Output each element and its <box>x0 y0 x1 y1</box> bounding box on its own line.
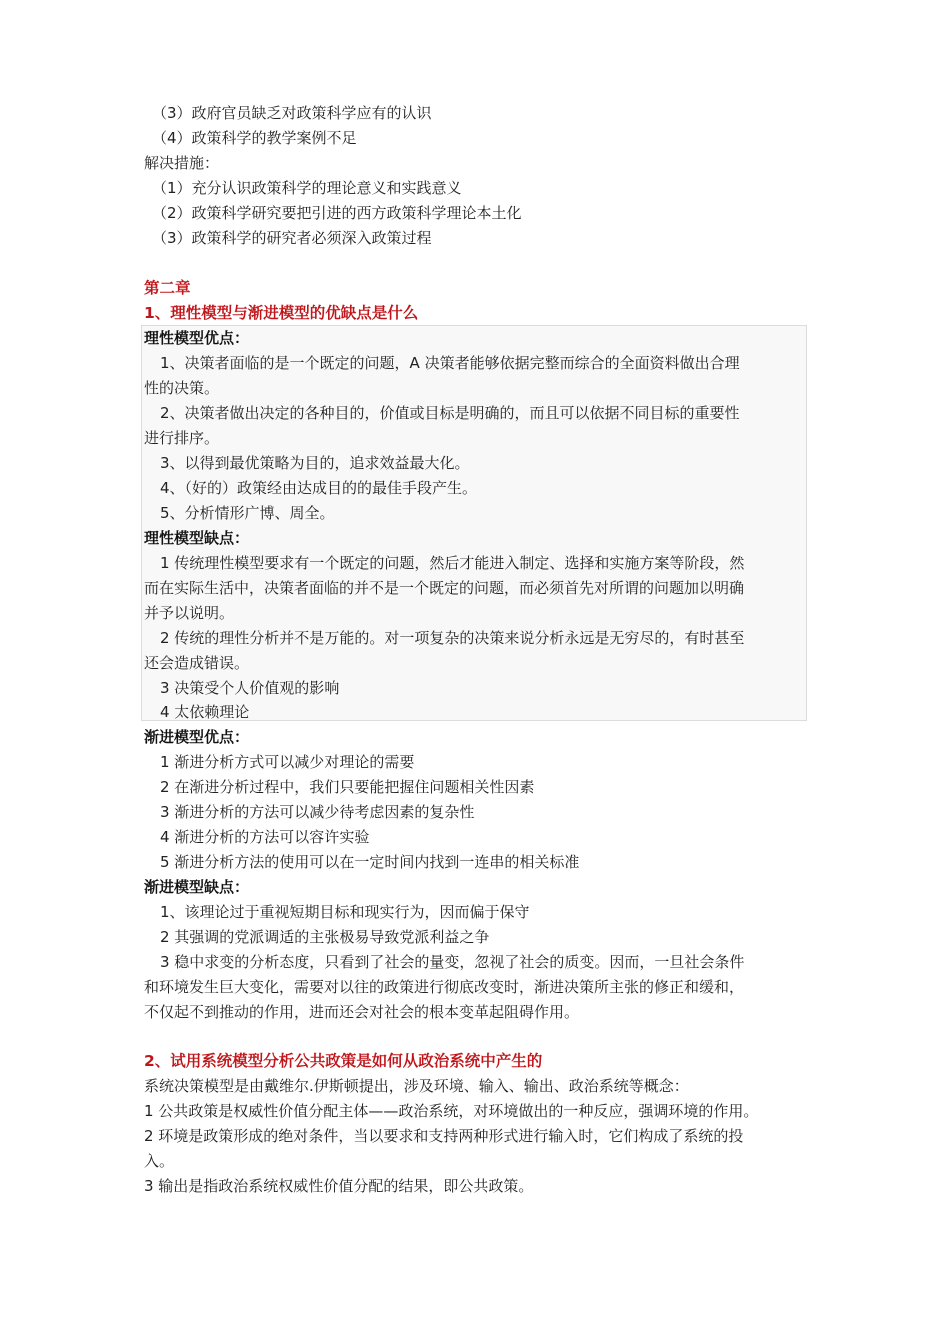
list-item: 2 在渐进分析过程中，我们只要能把握住问题相关性因素 <box>160 778 535 796</box>
list-item: 3 决策受个人价值观的影响 <box>160 679 340 697</box>
rational-pros-label: 理性模型优点： <box>144 329 250 347</box>
list-item: 还会造成错误。 <box>144 654 250 672</box>
rational-cons-label: 理性模型缺点： <box>144 529 250 547</box>
list-item: 3 稳中求变的分析态度，只看到了社会的量变，忽视了社会的质变。因而，一旦社会条件 <box>160 953 745 971</box>
paragraph-line: 3 输出是指政治系统权威性价值分配的结果，即公共政策。 <box>144 1177 534 1195</box>
incremental-pros-label: 渐进模型优点： <box>144 728 250 746</box>
paragraph-line: 入。 <box>144 1152 175 1170</box>
list-item: 性的决策。 <box>144 379 220 397</box>
list-item: 进行排序。 <box>144 429 220 447</box>
list-item: 不仅起不到推动的作用，进而还会对社会的根本变革起阻碍作用。 <box>144 1003 580 1021</box>
paragraph-line: 系统决策模型是由戴维尔.伊斯顿提出，涉及环境、输入、输出、政治系统等概念： <box>144 1077 689 1095</box>
list-item: 1 渐进分析方式可以减少对理论的需要 <box>160 753 415 771</box>
question-1-title: 1、理性模型与渐进模型的优缺点是什么 <box>144 304 419 322</box>
paragraph-line: 1 公共政策是权威性价值分配主体——政治系统，对环境做出的一种反应，强调环境的作用。 <box>144 1102 759 1120</box>
list-item: 3、以得到最优策略为目的，追求效益最大化。 <box>160 454 470 472</box>
list-item: 4 渐进分析的方法可以容许实验 <box>160 828 370 846</box>
list-item: 1 传统理性模型要求有一个既定的问题，然后才能进入制定、选择和实施方案等阶段，然 <box>160 554 745 572</box>
solutions-label: 解决措施： <box>144 154 220 172</box>
list-item: 3 渐进分析的方法可以减少待考虑因素的复杂性 <box>160 803 475 821</box>
list-item: 2 传统的理性分析并不是万能的。对一项复杂的决策来说分析永远是无穷尽的，有时甚至 <box>160 629 745 647</box>
list-item: 并予以说明。 <box>144 604 235 622</box>
list-item: （2）政策科学研究要把引进的西方政策科学理论本土化 <box>152 204 522 222</box>
list-item: 1、该理论过于重视短期目标和现实行为，因而偏于保守 <box>160 903 530 921</box>
paragraph-line: 2 环境是政策形成的绝对条件，当以要求和支持两种形式进行输入时，它们构成了系统的投 <box>144 1127 744 1145</box>
incremental-cons-label: 渐进模型缺点： <box>144 878 250 896</box>
list-item: 2、决策者做出决定的各种目的，价值或目标是明确的，而且可以依据不同目标的重要性 <box>160 404 740 422</box>
list-item: （1）充分认识政策科学的理论意义和实践意义 <box>152 179 462 197</box>
list-item: （4）政策科学的教学案例不足 <box>152 129 357 147</box>
list-item: 4 太依赖理论 <box>160 703 250 721</box>
list-item: 5、分析情形广博、周全。 <box>160 504 335 522</box>
list-item: （3）政策科学的研究者必须深入政策过程 <box>152 229 432 247</box>
list-item: 2 其强调的党派调适的主张极易导致党派利益之争 <box>160 928 490 946</box>
list-item: （3）政府官员缺乏对政策科学应有的认识 <box>152 104 432 122</box>
list-item: 1、决策者面临的是一个既定的问题，A 决策者能够依据完整而综合的全面资料做出合理 <box>160 354 740 372</box>
list-item: 5 渐进分析方法的使用可以在一定时间内找到一连串的相关标准 <box>160 853 580 871</box>
list-item: 4、（好的）政策经由达成目的的最佳手段产生。 <box>160 479 478 497</box>
list-item: 和环境发生巨大变化，需要对以往的政策进行彻底改变时，渐进决策所主张的修正和缓和， <box>144 978 745 996</box>
list-item: 而在实际生活中，决策者面临的并不是一个既定的问题，而必须首先对所谓的问题加以明确 <box>144 579 745 597</box>
question-2-title: 2、试用系统模型分析公共政策是如何从政治系统中产生的 <box>144 1052 543 1070</box>
chapter-title: 第二章 <box>144 279 191 297</box>
